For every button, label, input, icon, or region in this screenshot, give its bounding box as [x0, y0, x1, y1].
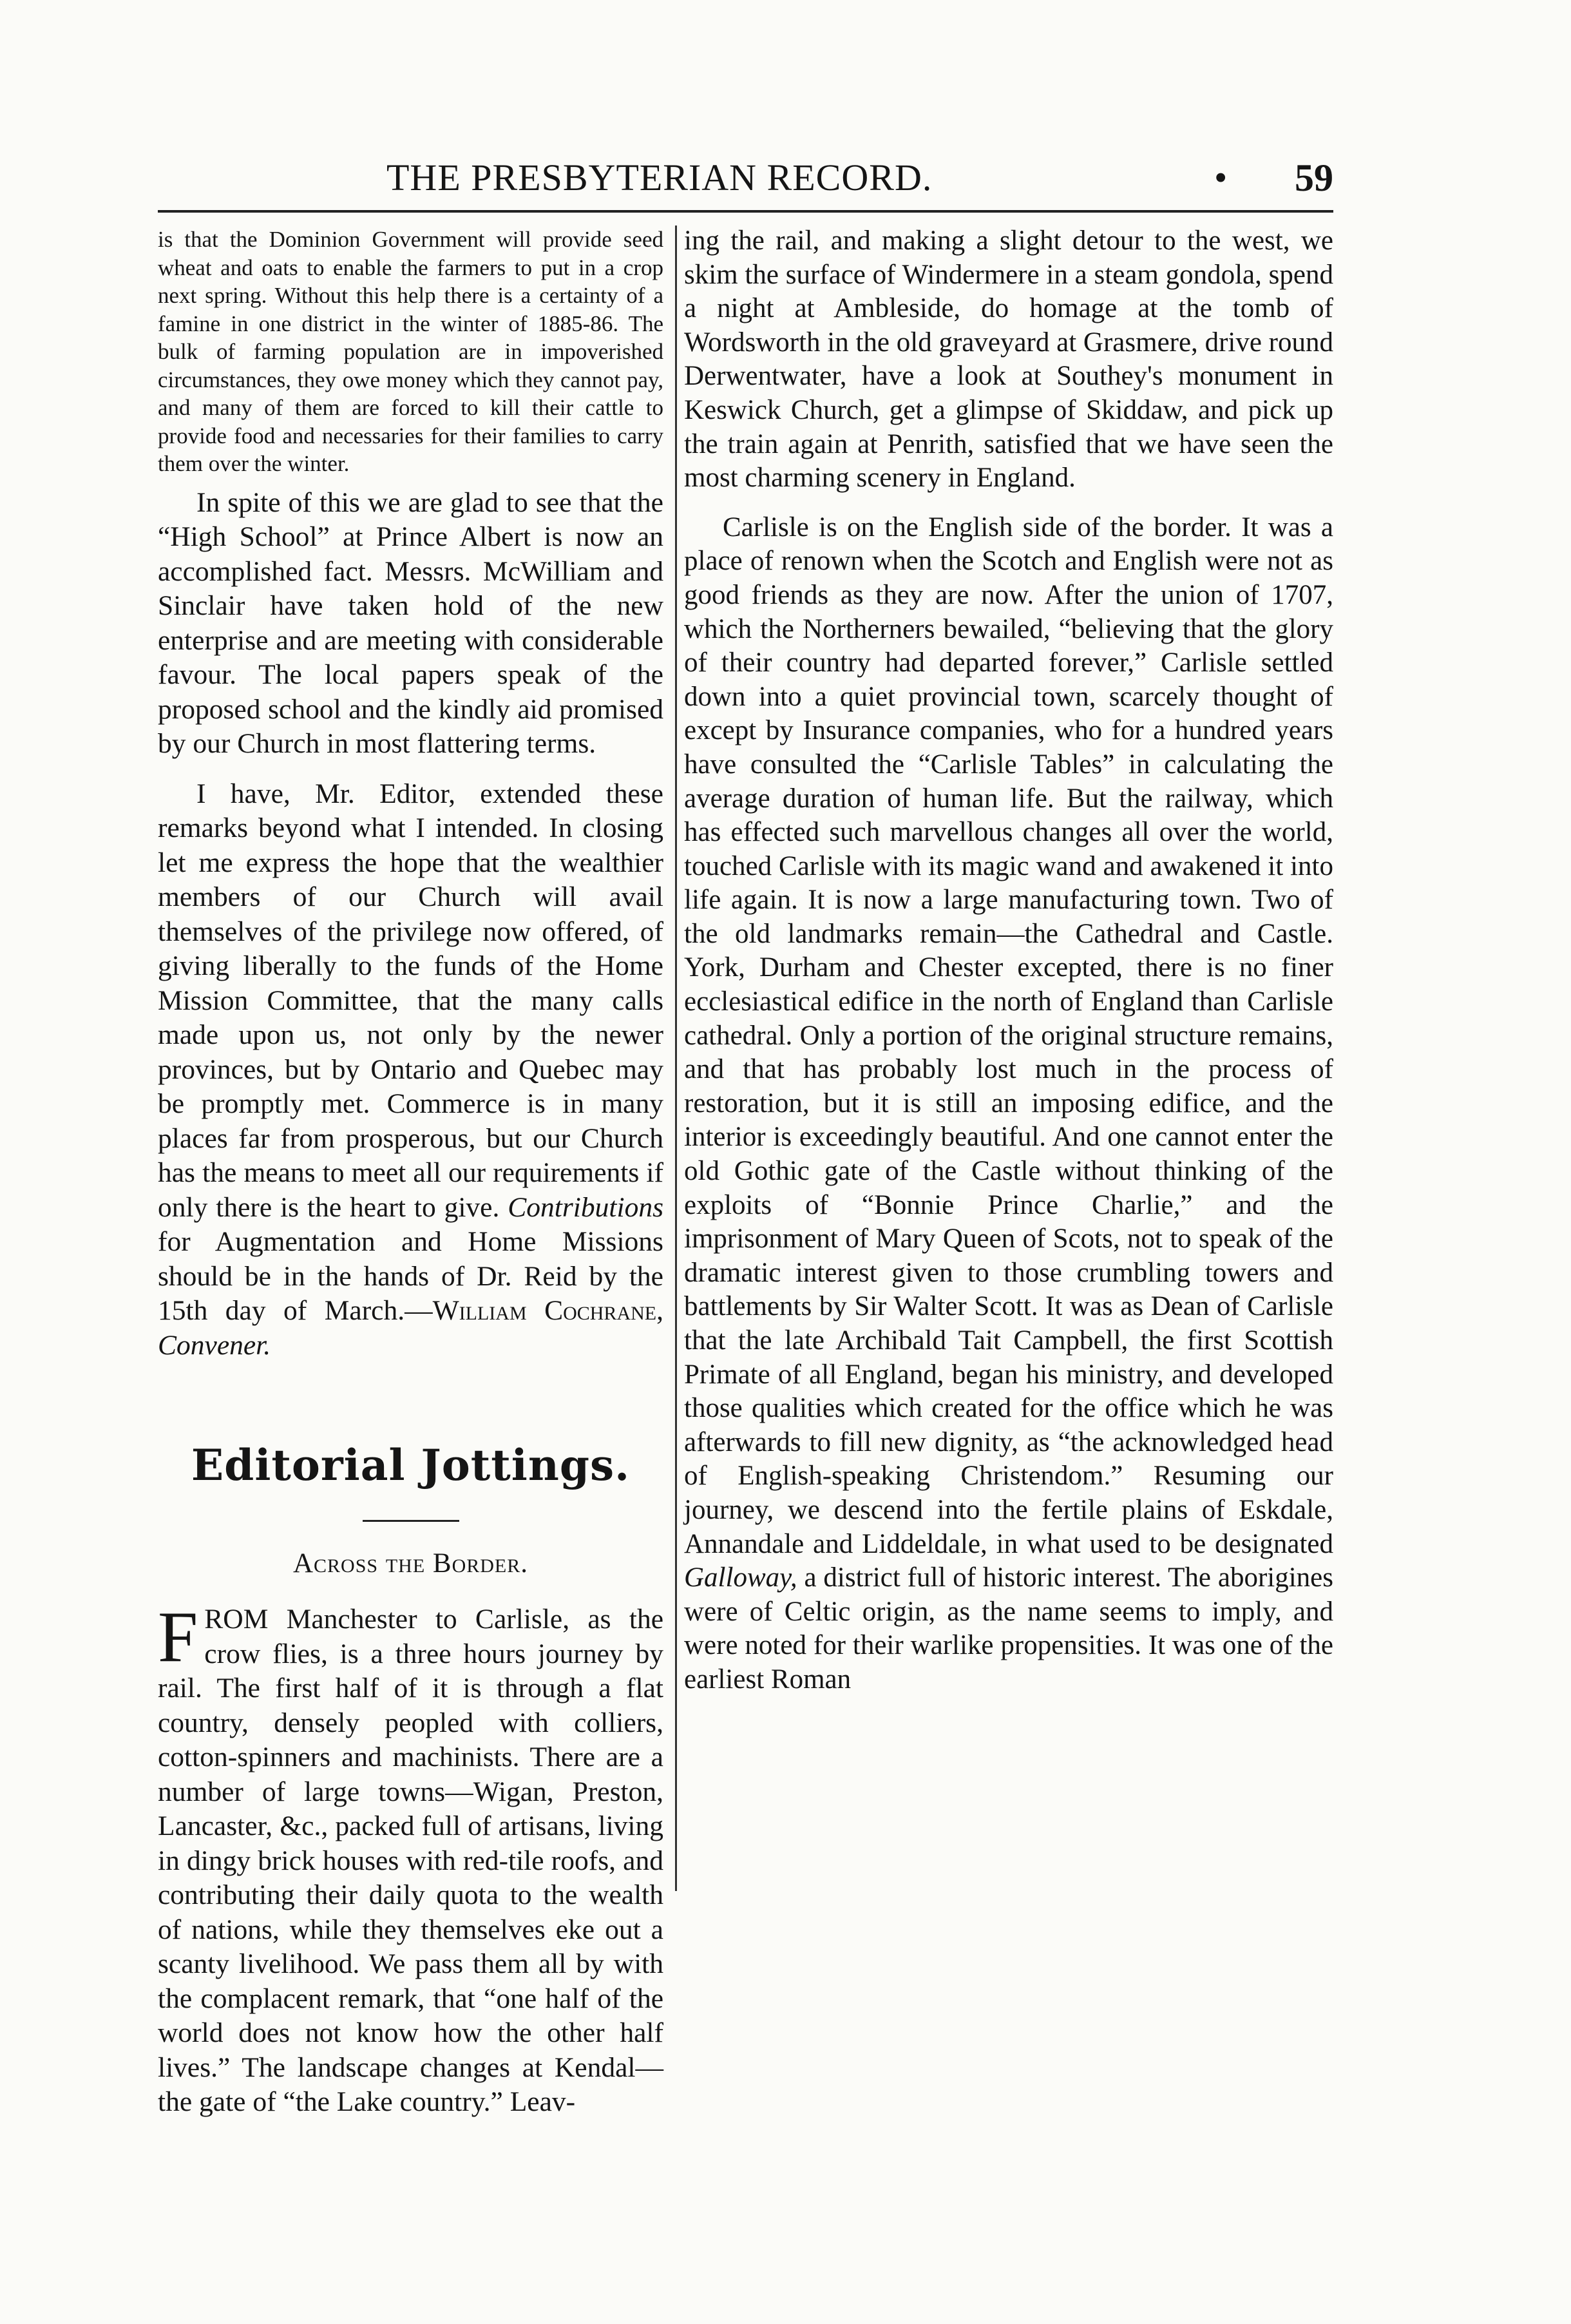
section-heading: Editorial Jottings.: [191, 1440, 631, 1490]
right-para-2-italic: Galloway,: [684, 1562, 797, 1593]
left-column: [158, 226, 663, 2120]
left-para-3-italic: Contributions: [508, 1191, 663, 1223]
left-para-3-text: I have, Mr. Editor, extended these remarks beyond what I intended. In closing let me express the hope that the wealthier members of our Church will avail themselves of the privilege now offered, of giving liberally to the funds of the Home Mission Committee, that the many calls made upon us, not only by the newer provinces, but by Ontario and Quebec may be promptly met. Commerce is in many places far from prosperous, but our Church has the means to meet all our requirements if only there is the heart to give.: [158, 778, 663, 1223]
column-divider: [675, 226, 677, 1891]
right-para-2-tail: a district full of historic interest. The aborigines were of Celtic origin, as the name seems to imply, and were noted for their warlike propensities. It was one of the earliest Roman: [684, 1562, 1333, 1695]
header-rule: [158, 210, 1333, 213]
left-para-4-text: ROM Manchester to Carlisle, as the crow flies, is a three hours journey by rail. The first half of it is through a flat country, densely peopled with colliers, cotton-spinners and machinists. There are a number of large towns—Wigan, Preston, Lancaster, &c., packed full of artisans, living in dingy brick houses with red-tile roofs, and contributing their daily quota to the wealth of nations, while they themselves eke out a scanty livelihood. We pass them all by with the complacent remark, that “one half of the world does not know how the other half lives.” The landscape changes at Kendal—the gate of “the Lake country.” Leav-: [158, 1604, 663, 2117]
left-para-1: is that the Dominion Government will provide seed wheat and oats to enable the farmers to put in a crop next spring. Without this help there is a certainty of a famine in one district in the winter of 1885-86. The bulk of farming population are in impoverished circumstances, they owe money which they cannot pay, and many of them are forced to kill their cattle to provide food and necessaries for their families to carry them over the winter.: [158, 227, 663, 476]
right-para-2-text: Carlisle is on the English side of the border. It was a place of renown when the Scotch and English were not as good friends as they are now. After the union of 1707, which the Northerners bewailed, “believing that the glory of their country had departed forever,” Carlisle settled down into a quiet provincial town, scarcely thought of except by Insurance companies, who for a hundred years have consulted the “Carlisle Tables” in calculating the average duration of human life. But the railway, which has effected such marvellous changes all over the world, touched Carlisle with its magic wand and awakened it into life again. It is now a large manufacturing town. Two of the old landmarks remain—the Cathedral and Castle. York, Durham and Chester excepted, there is no finer ecclesiastical edifice in the north of England than Carlisle cathedral. Only a portion of the original structure remains, and that has probably lost much in the process of restoration, but it is still an imposing edifice, and the interior is exceedingly beautiful. And one cannot enter the old Gothic gate of the Castle without thinking of the exploits of “Bonnie Prince Charlie,” and the imprisonment of Mary Queen of Scots, not to speak of the dramatic interest given to those crumbling towers and battlements by Sir Walter Scott. It was as Dean of Carlisle that the late Archibald Tait Campbell, the first Scottish Primate of all England, began his ministry, and developed those qualities which created for the office which he was afterwards to fill new dignity, as “the acknowledged head of English-speaking Christendom.” Resuming our journey, we descend into the fertile plains of Eskdale, Annandale and Liddeldale, in what used to be designated: [684, 512, 1333, 1559]
article-subheading: Across the Border.: [292, 1548, 529, 1579]
right-para-2: [684, 511, 1333, 1697]
publication-title: THE PRESBYTERIAN RECORD.: [386, 157, 933, 198]
signature-name: William Cochrane,: [432, 1295, 663, 1326]
left-para-3: [158, 777, 663, 1363]
signature-role: Convener.: [158, 1329, 271, 1361]
page-header: [158, 152, 1333, 204]
left-para-4: [158, 1597, 663, 2120]
header-dot: •: [1214, 157, 1228, 198]
drop-cap: F: [158, 1597, 198, 1677]
right-para-1: ing the rail, and making a slight detour to the west, we skim the surface of Windermere in a steam gondola, spend a night at Ambleside, do homage at the tomb of Wordsworth in the old graveyard at Grasmere, drive round Derwentwater, have a look at Southey's monument in Keswick Church, get a glimpse of Skiddaw, and pick up the train again at Penrith, satisfied that we have seen the most charming scenery in England.: [684, 226, 1333, 494]
left-para-3-tail: for Augmentation and Home Missions should be in the hands of Dr. Reid by the 15th day of March.—: [158, 1226, 663, 1326]
right-column: [684, 226, 1333, 1697]
heading-rule: [363, 1520, 459, 1522]
left-para-2: In spite of this we are glad to see that the “High School” at Prince Albert is now an accomplished fact. Messrs. McWilliam and Sinclair have taken hold of the new enterprise and are meeting with considerable favour. The local papers speak of the proposed school and the kindly aid promised by our Church in most flattering terms.: [158, 486, 663, 759]
page-number: 59: [1295, 157, 1333, 199]
